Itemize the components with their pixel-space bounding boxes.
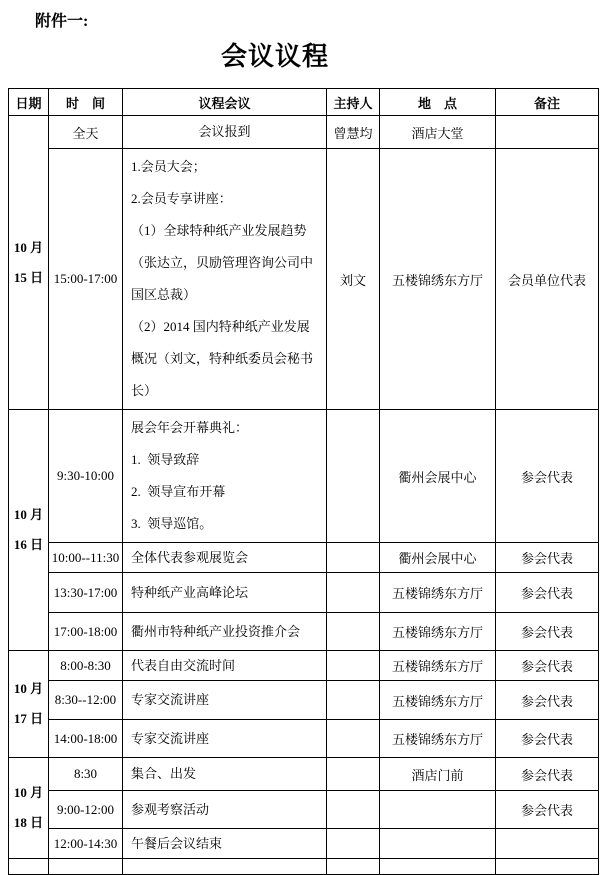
- date-cell: [9, 410, 49, 651]
- header-row: [9, 89, 599, 116]
- agenda-table: [8, 88, 599, 875]
- location-cell: 五楼锦绣东方厅: [380, 573, 496, 613]
- column-header-date: 日期: [9, 89, 49, 116]
- time-cell: 8:30--12:00: [49, 681, 123, 720]
- date-line: 15 日: [13, 269, 44, 285]
- time-cell: 13:30-17:00: [49, 573, 123, 613]
- agenda-cell: [123, 573, 327, 613]
- host-cell: [327, 859, 380, 875]
- column-header-time: 时 间: [49, 89, 123, 116]
- location-cell: 酒店大堂: [380, 116, 496, 149]
- table-row: [9, 720, 599, 758]
- agenda-line: （2）2014 国内特种纸产业发展概况（刘文，特种纸委员会秘书长）: [131, 319, 314, 398]
- host-cell: [327, 573, 380, 613]
- column-header-host: 主持人: [327, 89, 380, 116]
- agenda-cell: [123, 829, 327, 859]
- date-line: 10 月: [13, 785, 44, 800]
- date-cell: [9, 116, 49, 410]
- host-cell: [327, 758, 380, 791]
- agenda-line: 专家交流讲座: [131, 730, 210, 746]
- agenda-line: 衢州市特种纸产业投资推介会: [131, 623, 301, 639]
- agenda-line: 全体代表参观展览会: [131, 549, 249, 565]
- location-cell: 五楼锦绣东方厅: [380, 681, 496, 720]
- note-cell: 参会代表: [496, 791, 599, 829]
- location-cell: 五楼锦绣东方厅: [380, 651, 496, 681]
- page-title: 会议议程: [220, 42, 329, 71]
- location-cell: [380, 859, 496, 875]
- date-cell: [9, 651, 49, 758]
- table-row: [9, 829, 599, 859]
- note-cell: [496, 859, 599, 875]
- agenda-cell: [123, 681, 327, 720]
- time-cell: 10:00--11:30: [49, 543, 123, 573]
- table-row-clipped: [9, 859, 599, 875]
- location-cell: 五楼锦绣东方厅: [380, 720, 496, 758]
- time-cell: 12:00-14:30: [49, 829, 123, 859]
- agenda-cell: [123, 116, 327, 149]
- agenda-line: 代表自由交流时间: [131, 657, 236, 673]
- table-row: [9, 758, 599, 791]
- note-cell: 参会代表: [496, 613, 599, 651]
- date-cell: [9, 859, 49, 875]
- note-cell: 参会代表: [496, 410, 599, 543]
- host-cell: [327, 720, 380, 758]
- note-cell: 参会代表: [496, 758, 599, 791]
- agenda-cell: [123, 410, 327, 543]
- column-header-note: 备注: [496, 89, 599, 116]
- time-cell: 14:00-18:00: [49, 720, 123, 758]
- time-cell: 15:00-17:00: [49, 149, 123, 410]
- host-cell: [327, 543, 380, 573]
- location-cell: 衢州会展中心: [380, 410, 496, 543]
- agenda-cell: [123, 651, 327, 681]
- table-row: [9, 613, 599, 651]
- agenda-cell: [123, 791, 327, 829]
- time-cell: 8:30: [49, 758, 123, 791]
- table-row: [9, 149, 599, 410]
- note-cell: 参会代表: [496, 573, 599, 613]
- date-line: 10 月: [13, 239, 44, 255]
- table-row: [9, 791, 599, 829]
- agenda-line: 2.会员专享讲座：: [131, 191, 232, 206]
- table-row: [9, 651, 599, 681]
- column-header-agenda: 议程会议: [123, 89, 327, 116]
- date-line: 16 日: [13, 537, 44, 552]
- note-cell: [496, 829, 599, 859]
- time-cell: 9:00-12:00: [49, 791, 123, 829]
- date-cell: [9, 758, 49, 859]
- agenda-line: 会议报到: [198, 124, 251, 139]
- date-line: 17 日: [13, 711, 44, 726]
- agenda-line: 1.会员大会；: [131, 159, 206, 174]
- note-cell: 会员单位代表: [496, 149, 599, 410]
- time-cell: 9:30-10:00: [49, 410, 123, 543]
- location-cell: 酒店门前: [380, 758, 496, 791]
- date-line: 10 月: [13, 507, 44, 522]
- agenda-cell: [123, 720, 327, 758]
- note-cell: 参会代表: [496, 543, 599, 573]
- column-header-location: 地 点: [380, 89, 496, 116]
- note-cell: [496, 116, 599, 149]
- table-row: [9, 116, 599, 149]
- host-cell: 刘文: [327, 149, 380, 410]
- host-cell: [327, 791, 380, 829]
- note-cell: 参会代表: [496, 720, 599, 758]
- host-cell: 曾慧均: [327, 116, 380, 149]
- table-row: [9, 681, 599, 720]
- location-cell: 衢州会展中心: [380, 543, 496, 573]
- agenda-line: 特种纸产业高峰论坛: [131, 584, 249, 600]
- agenda-cell: [123, 758, 327, 791]
- table-row: [9, 410, 599, 543]
- agenda-cell: [123, 859, 327, 875]
- time-cell: 全天: [49, 116, 123, 149]
- agenda-line: 3. 领导巡馆。: [131, 516, 213, 531]
- location-cell: [380, 791, 496, 829]
- agenda-line: 集合、出发: [131, 766, 197, 781]
- host-cell: [327, 651, 380, 681]
- agenda-line: 2. 领导宣布开幕: [131, 484, 226, 499]
- agenda-line: 参观考察活动: [131, 801, 210, 817]
- location-cell: [380, 829, 496, 859]
- note-cell: 参会代表: [496, 681, 599, 720]
- agenda-cell: [123, 149, 327, 410]
- time-cell: 17:00-18:00: [49, 613, 123, 651]
- table-row: [9, 543, 599, 573]
- agenda-cell: [123, 543, 327, 573]
- host-cell: [327, 681, 380, 720]
- agenda-line: 专家交流讲座: [131, 692, 210, 707]
- host-cell: [327, 613, 380, 651]
- attachment-label: 附件一:: [35, 13, 89, 30]
- host-cell: [327, 410, 380, 543]
- agenda-line: 展会年会开幕典礼：: [131, 420, 249, 435]
- time-cell: 8:00-8:30: [49, 651, 123, 681]
- agenda-line: 1. 领导致辞: [131, 452, 200, 467]
- table-row: [9, 573, 599, 613]
- time-cell: [49, 859, 123, 875]
- location-cell: 五楼锦绣东方厅: [380, 149, 496, 410]
- host-cell: [327, 829, 380, 859]
- agenda-line: 午餐后会议结束: [131, 835, 223, 851]
- note-cell: 参会代表: [496, 651, 599, 681]
- date-line: 10 月: [13, 681, 44, 696]
- agenda-cell: [123, 613, 327, 651]
- agenda-line: （1）全球特种纸产业发展趋势（张达立，贝励管理咨询公司中国区总裁）: [131, 223, 314, 302]
- location-cell: 五楼锦绣东方厅: [380, 613, 496, 651]
- date-line: 18 日: [13, 815, 44, 830]
